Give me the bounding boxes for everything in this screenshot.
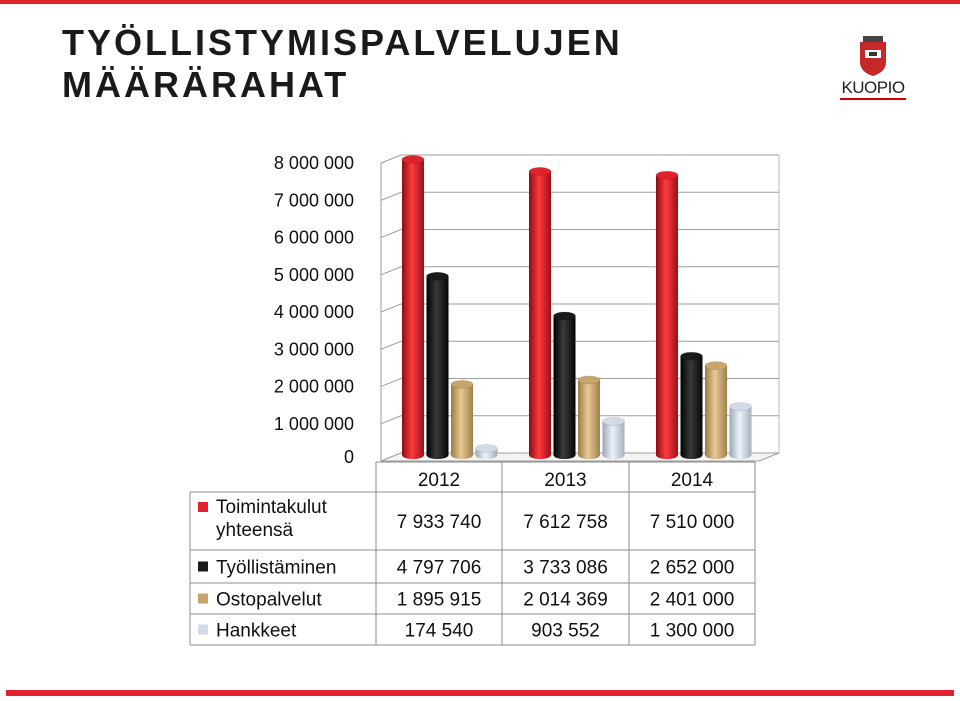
bottom-accent-bar bbox=[6, 690, 954, 696]
bar-toimintakulut-yhteens--2013 bbox=[529, 167, 551, 459]
legend-swatch bbox=[198, 562, 208, 572]
series-label: yhteensä bbox=[216, 520, 294, 541]
bar-top bbox=[681, 352, 703, 360]
title-line-1: TYÖLLISTYMISPALVELUJEN bbox=[62, 22, 623, 63]
data-value-label: 2 401 000 bbox=[649, 589, 735, 611]
bar-top bbox=[476, 444, 498, 452]
bar-body bbox=[402, 159, 424, 459]
bar-ostopalvelut-2012 bbox=[451, 380, 473, 459]
bar-top bbox=[578, 376, 600, 384]
bar-body bbox=[705, 366, 727, 459]
x-category-label: 2012 bbox=[417, 470, 461, 491]
bar-ty-llist-minen-2012 bbox=[427, 272, 449, 459]
bar-top bbox=[427, 272, 449, 280]
data-value-label: 903 552 bbox=[531, 620, 600, 642]
series-label: Ostopalvelut bbox=[216, 589, 322, 611]
bar-top bbox=[656, 171, 678, 179]
bar-toimintakulut-yhteens--2012 bbox=[402, 155, 424, 459]
gridline bbox=[381, 192, 779, 200]
bar-body bbox=[427, 276, 449, 459]
data-value-label: 1 300 000 bbox=[649, 620, 735, 642]
y-tick-label: 2 000 000 bbox=[273, 376, 354, 397]
y-tick-label: 8 000 000 bbox=[273, 153, 354, 173]
data-value-label: 174 540 bbox=[404, 620, 474, 642]
y-axis-ticks bbox=[274, 153, 354, 467]
bar-body bbox=[554, 316, 576, 459]
bar-body bbox=[578, 380, 600, 459]
bar-top bbox=[554, 312, 576, 320]
bar-hankkeet-2013 bbox=[603, 417, 625, 459]
bar-top bbox=[451, 380, 473, 388]
data-value-label: 7 510 000 bbox=[649, 512, 735, 533]
bar-ty-llist-minen-2013 bbox=[554, 312, 576, 459]
gridline bbox=[381, 230, 779, 238]
series-label: Hankkeet bbox=[216, 620, 297, 642]
data-table bbox=[190, 462, 755, 645]
bar-body bbox=[603, 421, 625, 459]
y-tick-label: 0 bbox=[343, 447, 354, 467]
bar-body bbox=[730, 407, 752, 459]
bar-ostopalvelut-2014 bbox=[705, 362, 727, 459]
y-tick-label: 1 000 000 bbox=[273, 413, 354, 434]
data-value-label: 3 733 086 bbox=[523, 557, 608, 579]
bar-top bbox=[529, 167, 551, 175]
x-category-label: 2014 bbox=[670, 470, 714, 491]
legend-swatch bbox=[198, 594, 208, 604]
data-value-label: 7 612 758 bbox=[523, 512, 608, 533]
bar-top bbox=[402, 155, 424, 163]
bar-body bbox=[529, 171, 551, 459]
bar-ty-llist-minen-2014 bbox=[681, 352, 703, 459]
data-value-label: 2 014 369 bbox=[523, 589, 608, 611]
y-tick-label: 3 000 000 bbox=[273, 339, 354, 360]
data-value-label: 4 797 706 bbox=[396, 557, 482, 579]
plot-back-edge bbox=[381, 155, 779, 163]
bar-top bbox=[730, 403, 752, 411]
title-line-2: MÄÄRÄRAHAT bbox=[62, 64, 350, 105]
data-value-label: 1 895 915 bbox=[396, 589, 482, 611]
y-tick-label: 5 000 000 bbox=[273, 264, 354, 285]
bar-body bbox=[451, 384, 473, 459]
y-tick-label: 7 000 000 bbox=[273, 190, 354, 211]
bar-body bbox=[681, 356, 703, 459]
logo-text: KUOPIO bbox=[841, 78, 905, 97]
bar-toimintakulut-yhteens--2014 bbox=[656, 171, 678, 459]
bar-ostopalvelut-2013 bbox=[578, 376, 600, 459]
y-tick-label: 4 000 000 bbox=[273, 302, 354, 322]
bar-hankkeet-2014 bbox=[730, 403, 752, 459]
x-category-label: 2013 bbox=[544, 470, 587, 491]
bar-top bbox=[705, 362, 727, 370]
bar-body bbox=[656, 175, 678, 459]
y-tick-label: 6 000 000 bbox=[273, 227, 354, 248]
gridline bbox=[381, 155, 779, 163]
legend-swatch bbox=[198, 502, 208, 512]
bar-hankkeet-2012 bbox=[476, 444, 498, 459]
legend-swatch bbox=[198, 625, 208, 635]
data-value-label: 2 652 000 bbox=[649, 557, 735, 579]
series-label: Toimintakulut bbox=[216, 497, 327, 518]
series-label: Työllistäminen bbox=[216, 557, 337, 579]
chart-bars bbox=[402, 155, 752, 459]
bar-top bbox=[603, 417, 625, 425]
data-value-label: 7 933 740 bbox=[396, 512, 482, 533]
